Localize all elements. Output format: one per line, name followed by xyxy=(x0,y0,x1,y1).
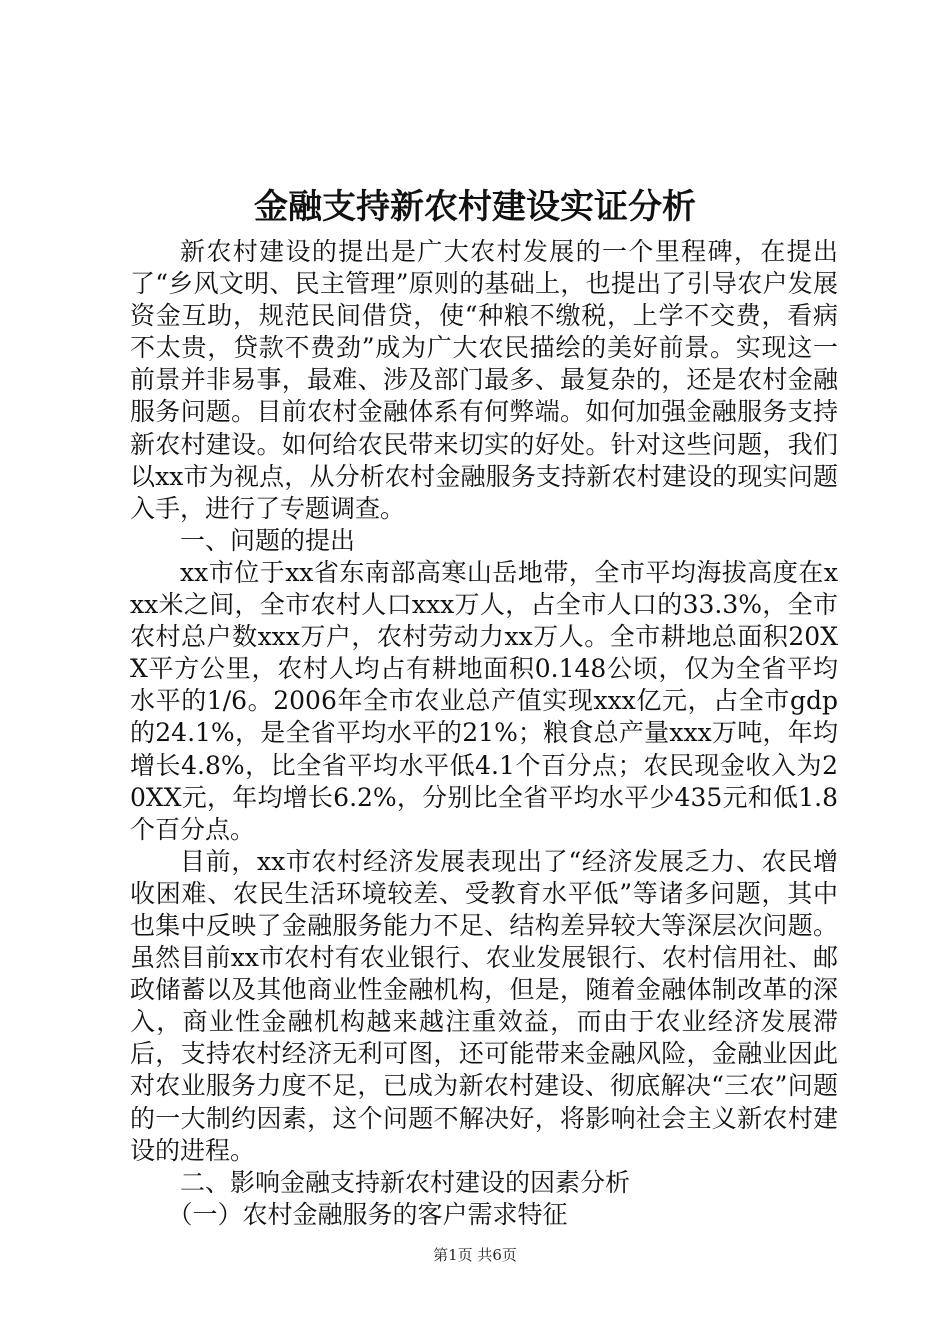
paragraph-current-problems: 目前，xx市农村经济发展表现出了“经济发展乏力、农民增收困难、农民生活环境较差、受教育水平低”等诸多问题，其中也集中反映了金融服务能力不足、结构差异较大等深层次问题。虽然目前xx市农村有农业银行、农业发展银行、农村信用社、邮政储蓄以及其他商业性金融机构，但是，随着金融体制改革的深入，商业性金融机构越来越注重效益，而由于农业经济发展滞后，支持农村经济无利可图，还可能带来金融风险，金融业因此对农业服务力度不足，已成为新农村建设、彻底解决“三农”问题的一大制约因素，这个问题不解决好，将影响社会主义新农村建设的进程。 xyxy=(130,846,838,1165)
section-heading-1: 一、问题的提出 xyxy=(180,525,356,555)
page-number-footer: 第1页 共6页 xyxy=(433,1246,517,1264)
paragraph-background: xx市位于xx省东南部高寒山岳地带，全市平均海拔高度在xxx米之间，全市农村人口xxx万人，占全市人口的33.3%，全市农村总户数xxx万户，农村劳动力xx万人。全市耕地总面积20XX平方公里，农村人均占有耕地面积0.148公顷，仅为全省平均水平的1/6。2006年全市农业总产值实现xxx亿元，占全市gdp的24.1%，是全省平均水平的21%；粮食总产量xxx万吨，年均增长4.8%，比全省平均水平低4.1个百分点；农民现金收入为20XX元，年均增长6.2%，分别比全省平均水平少435元和低1.8个百分点。 xyxy=(130,557,838,844)
subsection-heading-1: （一）农村金融服务的客户需求特征 xyxy=(167,1199,568,1229)
paragraph-intro: 新农村建设的提出是广大农村发展的一个里程碑，在提出了“乡风文明、民主管理”原则的基础上，也提出了引导农户发展资金互助，规范民间借贷，使“种粮不缴税，上学不交费，看病不太贵，贷款不费劲”成为广大农民描绘的美好前景。实现这一前景并非易事，最难、涉及部门最多、最复杂的，还是农村金融服务问题。目前农村金融体系有何弊端。如何加强金融服务支持新农村建设。如何给农民带来切实的好处。针对这些问题，我们以xx市为视点，从分析农村金融服务支持新农村建设的现实问题入手，进行了专题调查。 xyxy=(130,237,838,523)
document-body xyxy=(130,236,838,1231)
document-title: 金融支持新农村建设实证分析 xyxy=(254,187,696,227)
section-heading-2: 二、影响金融支持新农村建设的因素分析 xyxy=(180,1167,631,1197)
